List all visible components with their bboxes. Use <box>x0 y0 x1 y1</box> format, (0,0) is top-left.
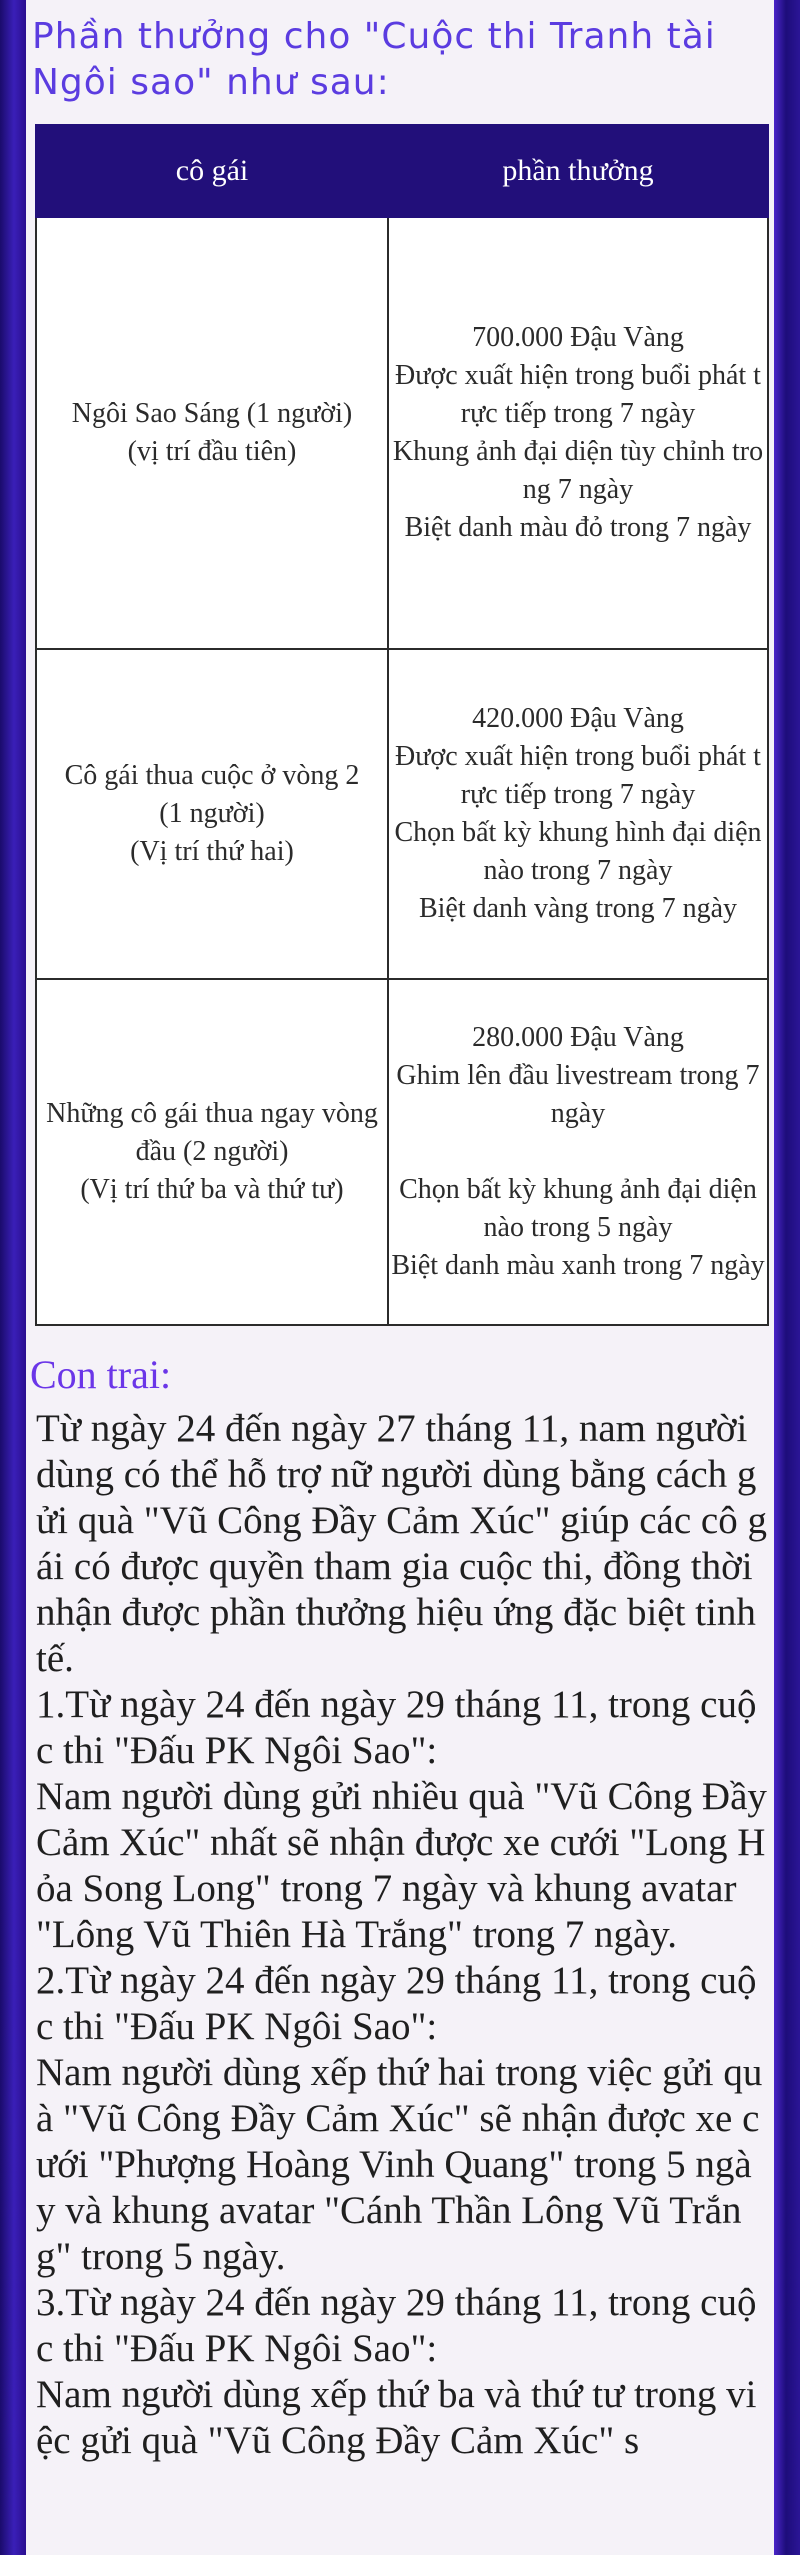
reward-item: Ghim lên đầu livestream trong 7 ngày <box>396 1060 760 1129</box>
column-header-girls: cô gái <box>36 125 388 217</box>
rule-1-heading: 1.Từ ngày 24 đến ngày 29 tháng 11, trong cuộc thi "Đấu PK Ngôi Sao": <box>36 1683 757 1772</box>
reward-item: Biệt danh màu xanh trong 7 ngày <box>391 1250 765 1281</box>
rank-position: (vị trí đầu tiên) <box>127 436 297 467</box>
rank-label: Những cô gái thua ngay vòng đầu (2 người) <box>46 1098 378 1167</box>
rank-label: Ngôi Sao Sáng (1 người) <box>71 398 353 429</box>
rank-position: (Vị trí thứ ba và thứ tư) <box>80 1174 344 1205</box>
column-header-rewards: phần thưởng <box>388 125 768 217</box>
section-title-boys: Con trai: <box>30 1352 172 1397</box>
rule-3-text: Nam người dùng xếp thứ ba và thứ tư trong việc gửi quà "Vũ Công Đầy Cảm Xúc" s <box>36 2373 757 2462</box>
reward-item: 700.000 Đậu Vàng <box>472 322 684 353</box>
rule-2-text: Nam người dùng xếp thứ hai trong việc gửi quà "Vũ Công Đầy Cảm Xúc" sẽ nhận được xe cưới "Phượng Hoàng Vinh Quang" trong 5 ngày và khung avatar "Cánh Thần Lông Vũ Trắng" trong 5 ngày. <box>36 2051 763 2278</box>
table-header-row <box>36 125 768 217</box>
reward-spacer <box>391 1133 765 1171</box>
rewards-table <box>35 124 769 1326</box>
rank-cell <box>36 217 388 649</box>
reward-item: Biệt danh màu đỏ trong 7 ngày <box>404 512 752 543</box>
reward-item: Được xuất hiện trong buổi phát trực tiếp trong 7 ngày <box>395 741 761 810</box>
reward-cell <box>388 979 768 1325</box>
table-row <box>36 979 768 1325</box>
rank-cell <box>36 979 388 1325</box>
reward-item: Chọn bất kỳ khung ảnh đại diện nào trong 5 ngày <box>399 1174 757 1243</box>
reward-item: Khung ảnh đại diện tùy chỉnh trong 7 ngày <box>392 436 764 505</box>
reward-item: 420.000 Đậu Vàng <box>472 703 684 734</box>
reward-item: Biệt danh vàng trong 7 ngày <box>418 893 738 924</box>
rank-cell <box>36 649 388 979</box>
rule-2-heading: 2.Từ ngày 24 đến ngày 29 tháng 11, trong cuộc thi "Đấu PK Ngôi Sao": <box>36 1959 757 2048</box>
boys-description <box>36 1406 768 2464</box>
reward-item: Được xuất hiện trong buổi phát trực tiếp trong 7 ngày <box>395 360 761 429</box>
rank-position: (Vị trí thứ hai) <box>130 836 294 867</box>
rank-label: Cô gái thua cuộc ở vòng 2 <box>64 760 360 791</box>
reward-cell <box>388 217 768 649</box>
rule-1-text: Nam người dùng gửi nhiều quà "Vũ Công Đầy Cảm Xúc" nhất sẽ nhận được xe cưới "Long Hỏa Song Long" trong 7 ngày và khung avatar "Lông Vũ Thiên Hà Trắng" trong 7 ngày. <box>36 1775 767 1956</box>
table-row <box>36 217 768 649</box>
reward-item: 280.000 Đậu Vàng <box>472 1022 684 1053</box>
table-row <box>36 649 768 979</box>
rank-count: (1 người) <box>159 798 265 829</box>
page-heading: Phần thưởng cho "Cuộc thi Tranh tài Ngôi sao" như sau: <box>32 16 716 103</box>
reward-cell <box>388 649 768 979</box>
rule-3-heading: 3.Từ ngày 24 đến ngày 29 tháng 11, trong cuộc thi "Đấu PK Ngôi Sao": <box>36 2281 757 2370</box>
reward-item: Chọn bất kỳ khung hình đại diện nào trong 7 ngày <box>394 817 762 886</box>
intro-paragraph: Từ ngày 24 đến ngày 27 tháng 11, nam người dùng có thể hỗ trợ nữ người dùng bằng cách gửi quà "Vũ Công Đầy Cảm Xúc" giúp các cô gái có được quyền tham gia cuộc thi, đồng thời nhận được phần thưởng hiệu ứng đặc biệt tinh tế. <box>36 1407 767 1680</box>
